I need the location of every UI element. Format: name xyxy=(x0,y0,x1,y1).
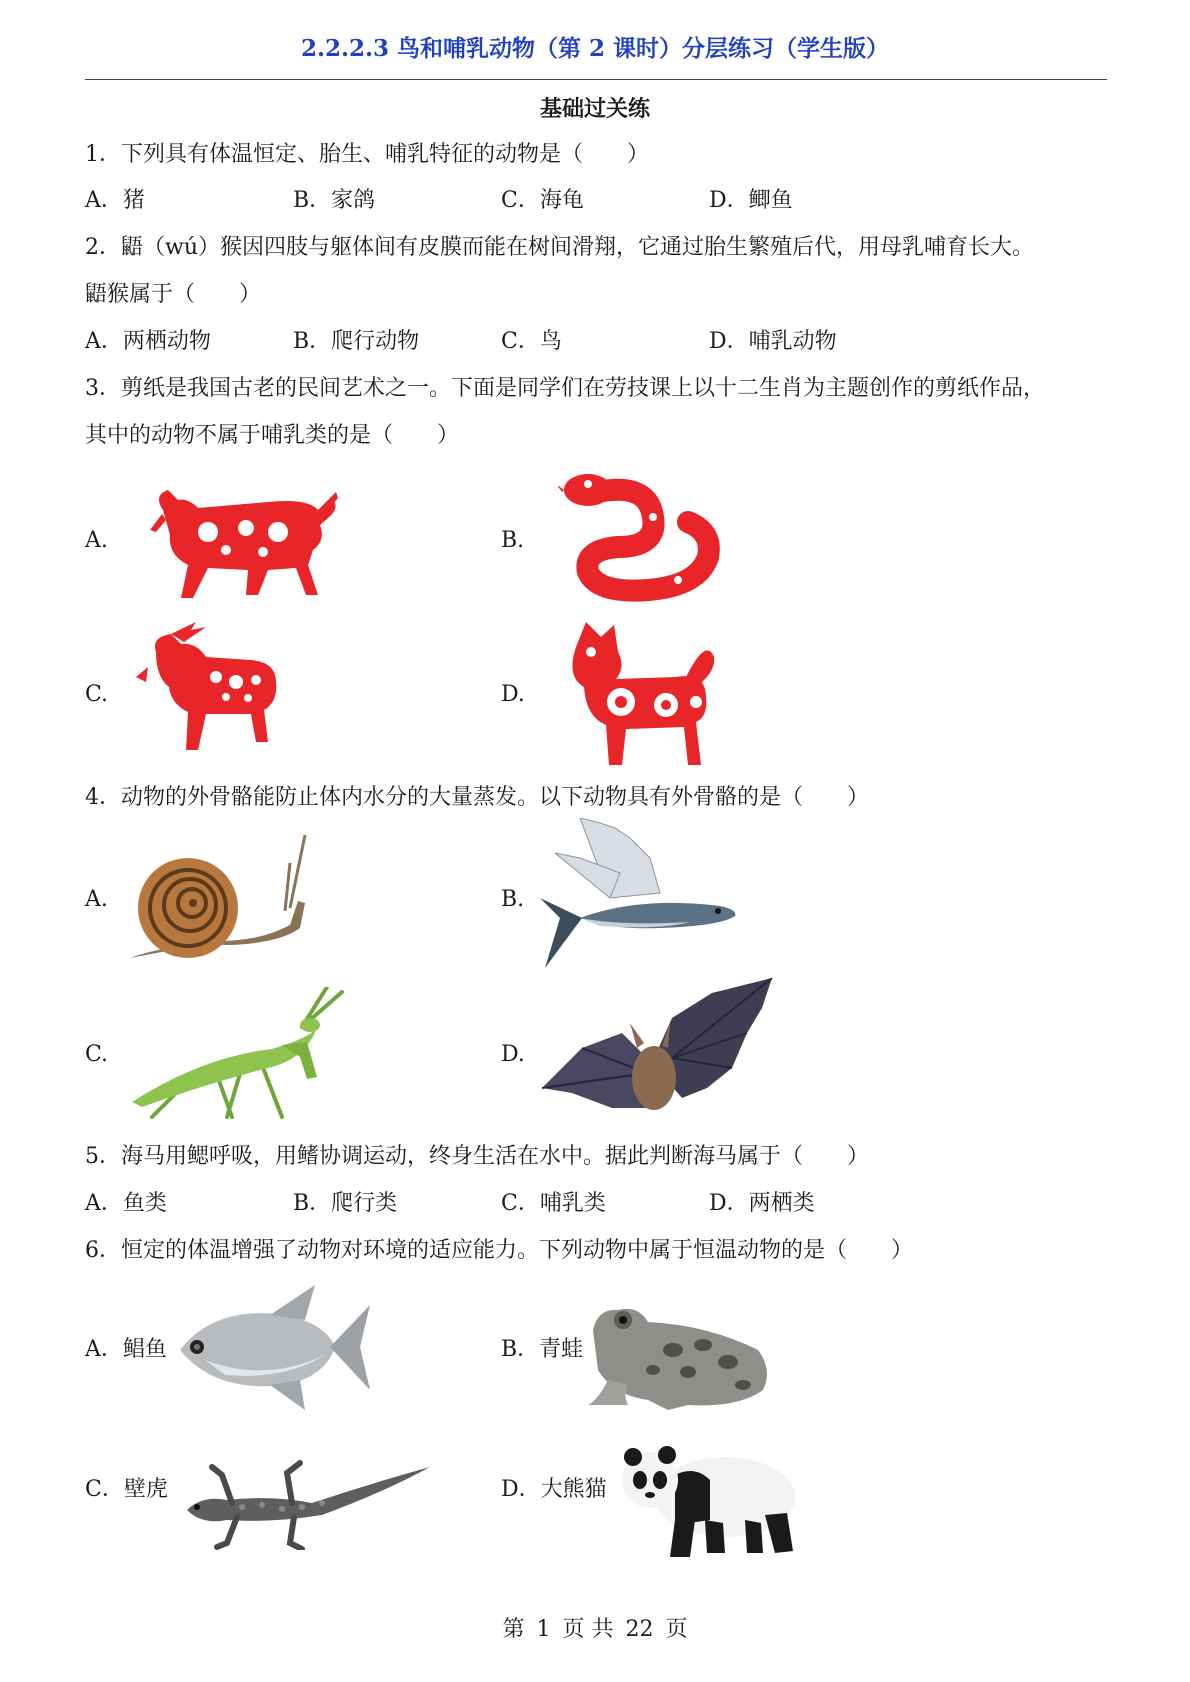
footer-suffix: 页 xyxy=(665,1617,688,1642)
flying-fish-icon xyxy=(540,818,740,976)
pomfret-icon xyxy=(175,1285,370,1410)
q1-option-d: D．鲫鱼 xyxy=(709,188,793,213)
section-title: 基础过关练 xyxy=(539,96,650,122)
question-6-stem: 6．恒定的体温增强了动物对环境的适应能力。下列动物中属于恒温动物的是（ ） xyxy=(85,1238,913,1263)
q4-option-d: D. xyxy=(501,1042,525,1067)
q2-option-a: A．两栖动物 xyxy=(85,329,211,354)
q4-option-a: A. xyxy=(85,887,108,912)
header-divider xyxy=(85,79,1107,80)
question-3-stem-line1: 3．剪纸是我国古老的民间艺术之一。下面是同学们在劳技课上以十二生肖为主题创作的剪纸作品， xyxy=(85,376,1046,401)
page-footer xyxy=(0,1612,1190,1643)
q5-option-d: D．两栖类 xyxy=(709,1191,815,1216)
footer-mid: 页 共 xyxy=(562,1617,614,1642)
footer-total-pages: 22 xyxy=(625,1617,654,1642)
q3-option-d: D. xyxy=(501,682,525,707)
q2-option-c: C．鸟 xyxy=(501,329,562,354)
q2-option-d: D．哺乳动物 xyxy=(709,329,837,354)
q3-option-b: B. xyxy=(501,528,525,553)
q4-option-b: B. xyxy=(501,887,525,912)
goat-papercut-icon xyxy=(136,622,286,757)
question-1-stem: 1．下列具有体温恒定、胎生、哺乳特征的动物是（ ） xyxy=(85,142,649,167)
q2-option-b: B．爬行动物 xyxy=(293,329,420,354)
q6-option-a: A．鲳鱼 xyxy=(85,1337,167,1362)
question-2-stem-line1: 2．鼯（wú）猴因四肢与躯体间有皮膜而能在树间滑翔，它通过胎生繁殖后代，用母乳哺育长大。 xyxy=(85,235,1035,260)
q5-option-b: B．爬行类 xyxy=(293,1191,398,1216)
frog-icon xyxy=(588,1300,773,1410)
bat-icon xyxy=(542,978,777,1123)
q6-option-c: C．壁虎 xyxy=(85,1477,168,1502)
q1-option-c: C．海龟 xyxy=(501,188,584,213)
gecko-icon xyxy=(182,1455,432,1550)
q1-option-b: B．家鸽 xyxy=(293,188,376,213)
question-4-stem: 4．动物的外骨骼能防止体内水分的大量蒸发。以下动物具有外骨骼的是（ ） xyxy=(85,785,869,810)
snake-papercut-icon xyxy=(558,462,733,602)
dog-papercut-icon xyxy=(556,617,716,767)
question-3-stem-line2: 其中的动物不属于哺乳类的是（ ） xyxy=(85,423,460,448)
q6-option-d: D．大熊猫 xyxy=(501,1477,607,1502)
q6-option-b: B．青蛙 xyxy=(501,1337,584,1362)
ox-papercut-icon xyxy=(148,470,343,605)
panda-icon xyxy=(615,1435,805,1560)
mantis-icon xyxy=(132,987,357,1122)
q5-option-c: C．哺乳类 xyxy=(501,1191,606,1216)
footer-page-number: 1 xyxy=(536,1617,551,1642)
q3-option-a: A. xyxy=(85,528,108,553)
q4-option-c: C. xyxy=(85,1042,109,1067)
document-header: 2.2.2.3 鸟和哺乳动物（第 2 课时）分层练习（学生版） xyxy=(300,35,890,62)
snail-icon xyxy=(130,833,310,968)
q5-option-a: A．鱼类 xyxy=(85,1191,167,1216)
q3-option-c: C. xyxy=(85,682,109,707)
question-2-stem-line2: 鼯猴属于（ ） xyxy=(85,282,262,307)
q1-option-a: A．猪 xyxy=(85,188,145,213)
footer-prefix: 第 xyxy=(502,1617,525,1642)
question-5-stem: 5．海马用鳃呼吸，用鳍协调运动，终身生活在水中。据此判断海马属于（ ） xyxy=(85,1144,869,1169)
